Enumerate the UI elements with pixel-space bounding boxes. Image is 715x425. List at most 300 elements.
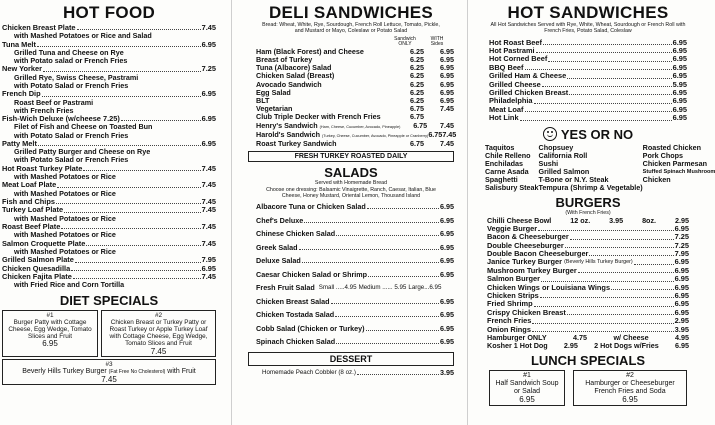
- dessert-price: 3.95: [440, 367, 454, 377]
- menu-item-price: 6.95: [672, 104, 687, 114]
- burger-item-note: (Beverly Hills Turkey Burger): [564, 259, 633, 266]
- deli-item-price-only: 6.75: [410, 112, 424, 122]
- menu-item-name: Patty Melt: [2, 138, 37, 148]
- hot-sandwiches-column: [479, 3, 715, 422]
- salads-title: SALADS: [324, 165, 378, 181]
- dot-leader: [534, 97, 672, 103]
- deli-item-price-sides: 7.45: [442, 129, 457, 139]
- menu-item-row: [256, 244, 454, 252]
- menu-item-name: Fish and Chips: [2, 196, 55, 206]
- dot-leader: [336, 230, 439, 236]
- deli-item-name: Club Triple Decker with French Fries: [256, 112, 381, 122]
- menu-item-price: 7.45: [201, 221, 216, 231]
- menu-item-name: Fish-Wich Deluxe (w/cheese 7.25): [2, 114, 120, 124]
- menu-item-name: Greek Salad: [256, 242, 298, 252]
- menu-item-name: Chicken Fajita Plate: [2, 271, 72, 281]
- deli-item-price-only: 6.25: [410, 96, 424, 105]
- chili-12oz-price: 3.95: [609, 215, 624, 225]
- deli-item-name: Vegetarian: [256, 104, 293, 114]
- deli-item-name: Breast of Turkey: [256, 54, 313, 64]
- yes-or-no-item: Chopsuey: [538, 142, 574, 152]
- burger-item-name: Veggie Burger: [487, 223, 538, 233]
- menu-item-name: Deluxe Salad: [256, 256, 301, 266]
- menu-item-price: 6.95: [672, 62, 687, 72]
- menu-item-row: [256, 203, 454, 211]
- lunch-special-1: [489, 370, 565, 406]
- dot-leader: [366, 325, 440, 331]
- burger-item-name: Chicken Strips: [487, 290, 539, 300]
- yes-or-no-item: Chile Relleno: [485, 150, 531, 160]
- dot-leader: [302, 257, 439, 263]
- menu-item-price: 6.95: [440, 310, 454, 320]
- menu-item-price: 7.45: [201, 163, 216, 173]
- menu-item-price: 6.95: [672, 54, 687, 64]
- deli-item-name: Roast Turkey Sandwich: [256, 139, 337, 149]
- deli-item-price-sides: 7.45: [440, 104, 454, 114]
- dessert-row: [248, 369, 454, 377]
- diet-special-1: [2, 310, 98, 357]
- dot-leader: [570, 233, 674, 239]
- chili-8oz-price: 2.95: [674, 215, 689, 225]
- menu-item-description: with French Fries: [14, 105, 74, 115]
- hot-food-title: HOT FOOD: [62, 3, 156, 22]
- burger-item-price: 6.95: [674, 265, 689, 275]
- menu-item-price: 6.95: [672, 71, 687, 81]
- menu-item-description: with Potato salad or French Fries: [14, 56, 128, 66]
- dot-leader: [589, 250, 673, 256]
- menu-item-price: 7.45: [201, 180, 216, 190]
- menu-item-row: [256, 257, 454, 265]
- dot-leader: [335, 311, 439, 317]
- dot-leader: [38, 140, 201, 146]
- diet-special-3-number: #3: [105, 360, 113, 368]
- lunch-special-2-text: Hamburger or Cheeseburger French Fries and Soda: [585, 380, 675, 396]
- burger-item-price: 6.95: [674, 307, 689, 317]
- deli-item-name: Egg Salad: [256, 87, 291, 97]
- kosher-two: 2 Hot Dogs w/Fries: [594, 341, 659, 351]
- deli-title: DELI SANDWICHES: [268, 3, 434, 22]
- deli-item-price-only: 6.75: [410, 139, 424, 149]
- dot-leader: [73, 273, 201, 279]
- menu-item-price: 6.95: [440, 337, 454, 347]
- menu-item-price: 7.95: [201, 255, 216, 265]
- burger-list: [487, 225, 689, 334]
- smiley-face-icon: [543, 127, 557, 141]
- dot-leader: [538, 225, 674, 231]
- menu-item-description: Grilled Patty Burger and Cheese on Rye: [14, 147, 151, 157]
- hamburger-cheese-price: 4.95: [674, 333, 689, 342]
- deli-item-price-only: 6.25: [410, 46, 424, 56]
- fresh-fruit-name: Fresh Fruit Salad: [256, 283, 315, 293]
- diet-special-2-number: #2: [154, 311, 163, 319]
- fresh-fruit-large: Large...6.95: [408, 284, 442, 292]
- menu-item-price: 7.25: [201, 64, 216, 74]
- deli-item-note: (Turkey, Cheese, Cucumber, Avocado, Pineapple or Cranberry): [322, 133, 429, 138]
- lunch-special-1-price: 6.95: [519, 395, 535, 405]
- menu-item-name: Hot Pastrami: [489, 46, 535, 55]
- deli-item-price-sides: 6.95: [440, 46, 454, 56]
- yes-or-no-item: Chicken Parmesan: [642, 158, 707, 168]
- burger-item-price: 7.25: [674, 232, 689, 242]
- deli-item-price-sides: 6.95: [440, 87, 454, 97]
- deli-item-name: Harold's Sandwich: [256, 129, 321, 139]
- dot-leader: [567, 309, 674, 315]
- menu-item-row: [256, 311, 454, 319]
- lunch-special-2-price: 6.95: [622, 395, 638, 405]
- lunch-special-2-number: #2: [626, 372, 634, 380]
- lunch-special-1-number: #1: [523, 372, 531, 380]
- dot-leader: [64, 206, 201, 212]
- dot-leader: [71, 265, 200, 271]
- fresh-fruit-row: [256, 284, 454, 292]
- menu-item-name: Chicken Quesadilla: [2, 263, 71, 273]
- menu-item-name: BBQ Beef: [489, 62, 524, 72]
- burger-item-name: Crispy Chicken Breast: [487, 307, 566, 317]
- dot-leader: [525, 106, 672, 112]
- kosher-one: Kosher 1 Hot Dog: [487, 341, 548, 351]
- dot-leader: [331, 298, 439, 304]
- menu-item-name: Albacore Tuna or Chicken Salad: [256, 202, 366, 212]
- lunch-special-2: [573, 370, 687, 406]
- burger-item-name: Fried Shrimp: [487, 299, 533, 309]
- burger-item-price: 6.95: [674, 299, 689, 309]
- yes-or-no-item: California Roll: [538, 150, 588, 160]
- diet-specials-title: DIET SPECIALS: [59, 292, 159, 308]
- deli-item-name: Avocado Sandwich: [256, 79, 322, 89]
- dot-leader: [83, 165, 200, 171]
- deli-item-price-only: 6.25: [410, 54, 424, 64]
- dot-leader: [540, 292, 674, 298]
- deli-column: [248, 3, 457, 422]
- hot-sandwiches-list: [479, 39, 697, 123]
- menu-item-name: Meat Loaf Plate: [2, 180, 57, 190]
- menu-item-price: 6.95: [672, 46, 687, 55]
- burger-item-name: Mushroom Turkey Burger: [487, 265, 577, 275]
- deli-item-price-only: 6.25: [410, 63, 424, 73]
- menu-item-price: 6.95: [440, 323, 454, 333]
- menu-item-price: 6.95: [440, 215, 454, 225]
- menu-item-name: Grilled Cheese: [489, 79, 541, 89]
- deli-item-note: (Ham, Cheese, Cucumber, Avocado, Pineapple): [319, 124, 401, 129]
- dot-leader: [299, 244, 439, 250]
- yes-or-no-item: Grilled Salmon: [538, 166, 590, 176]
- menu-item-name: French Dip: [2, 89, 41, 99]
- deli-item-price-only: 6.25: [410, 87, 424, 97]
- dot-leader: [86, 240, 200, 246]
- dot-leader: [75, 256, 201, 262]
- dot-leader: [61, 223, 200, 229]
- column-divider: [231, 0, 232, 425]
- menu-item-name: Grilled Salmon Plate: [2, 255, 74, 265]
- diet-special-3-tail: with Fruit: [167, 367, 196, 375]
- dot-leader: [336, 338, 439, 344]
- deli-list: [248, 46, 457, 149]
- yes-or-no-item: Stuffed Spinach Mushroom: [642, 168, 715, 175]
- burger-item-name: Double Bacon Cheeseburger: [487, 248, 589, 258]
- fresh-fruit-small: Small .....4.95: [318, 284, 357, 292]
- yes-or-no-item: Pork Chops: [642, 150, 683, 160]
- diet-special-2-text: Chicken Breast or Turkey Patty or Roast Turkey or Apple Turkey Loaf with Cottage Cheese, Egg Wedge, Tomato Slices and Fruit: [109, 318, 208, 348]
- menu-item-price: 6.95: [440, 296, 454, 306]
- diet-special-3: [2, 359, 216, 386]
- menu-item-name: Hot Corned Beef: [489, 54, 548, 64]
- burger-item-price: 6.95: [674, 223, 689, 233]
- dot-leader: [567, 72, 671, 78]
- menu-item-description: with Mashed Potatoes or Rice: [14, 246, 116, 256]
- salad-list: [248, 203, 454, 346]
- diet-special-3-note: (Fat Free No Cholesterol): [108, 368, 166, 375]
- burgers-subtitle: (With French Fries): [565, 210, 611, 217]
- diet-special-1-text: Burger Patty with Cottage Cheese, Egg Wedge, Tomato Slices and Fruit: [8, 318, 92, 341]
- menu-item-name: Grilled Chicken Breast: [489, 88, 569, 98]
- menu-item-price: 6.95: [672, 37, 687, 47]
- burger-item-name: Onion Rings: [487, 324, 531, 334]
- deli-item-price-sides: 6.95: [440, 63, 454, 73]
- burger-item-price: 7.25: [674, 240, 689, 250]
- yes-or-no-item: Salisbury Steak: [485, 183, 539, 193]
- kosher-one-price: 2.95: [563, 341, 578, 351]
- chili-12oz: 12 oz.: [570, 215, 591, 225]
- menu-item-description: with Mashed Potatoes or Rice: [14, 213, 116, 223]
- menu-item-name: Meat Loaf: [489, 104, 524, 114]
- menu-item-description: Roast Beef or Pastrami: [14, 97, 94, 107]
- turkey-banner: FRESH TURKEY ROASTED DAILY: [248, 151, 454, 162]
- menu-item-description: with Potato Salad or French Fries: [14, 130, 129, 140]
- dot-leader: [541, 275, 674, 281]
- dot-leader: [77, 24, 201, 30]
- menu-item-price: 6.95: [440, 242, 454, 252]
- dot-leader: [542, 81, 672, 87]
- yes-or-no-item: Sushi: [538, 158, 559, 168]
- menu-item-name: Tuna Melt: [2, 39, 36, 49]
- burger-item-name: Chicken Wings or Louisiana Wings: [487, 282, 611, 292]
- menu-item-row: [256, 338, 454, 346]
- burger-item-price: 2.95: [674, 316, 689, 326]
- menu-item-name: New Yorker: [2, 64, 42, 74]
- menu-item-price: 7.45: [201, 271, 216, 281]
- chili-name: Chilli Cheese Bowl: [487, 215, 552, 225]
- deli-item-row: [256, 140, 454, 148]
- hamburger-cheese: w/ Cheese: [613, 333, 649, 342]
- diet-special-1-number: #1: [46, 311, 54, 319]
- deli-item-price-sides: 6.95: [440, 96, 454, 105]
- menu-item-price: 7.45: [201, 23, 216, 32]
- menu-item-description: with Mashed Potatoes or Rice: [14, 172, 116, 182]
- dot-leader: [304, 217, 439, 223]
- deli-col-sides: WITH Sides: [430, 35, 444, 48]
- chili-8oz: 8oz.: [642, 215, 657, 225]
- yes-or-no-item: T-Bone or N.Y. Steak: [538, 175, 609, 185]
- dot-leader: [525, 64, 672, 70]
- menu-item-price: 6.95: [440, 202, 454, 212]
- deli-item-price-sides: 6.95: [440, 54, 454, 64]
- deli-item-name-wrap: [256, 89, 394, 97]
- diet-special-3-price: 7.45: [101, 375, 117, 385]
- dot-leader: [534, 300, 674, 306]
- menu-item-name: Grilled Ham & Cheese: [489, 71, 567, 81]
- hot-food-list: [2, 24, 216, 290]
- menu-item-row: [256, 230, 454, 238]
- deli-item-price-only: 6.25: [410, 71, 424, 81]
- menu-item-price: 6.95: [201, 114, 216, 124]
- salads-subtitle-2: Choose one dressing: Balsamic Vinaigrette, Ranch, Caesar, Italian, Blue Cheese, Honey Mustard, Oriental Lemon, Thousand Island: [266, 186, 436, 199]
- burger-item-price: 6.95: [674, 290, 689, 300]
- yes-or-no-item: Roasted Chicken: [642, 142, 701, 152]
- menu-item-name: Chinese Chicken Salad: [256, 229, 336, 239]
- menu-item-row: [256, 217, 454, 225]
- yes-or-no-title: YES OR NO: [560, 126, 634, 142]
- menu-item-name: Chef's Deluxe: [256, 215, 304, 225]
- dot-leader: [634, 258, 674, 264]
- menu-item-price: 6.95: [201, 138, 216, 148]
- menu-item-name: Roast Beef Plate: [2, 221, 61, 231]
- menu-item-description: with Mashed Potatoes or Rice and Salad: [14, 31, 152, 41]
- menu-item-name: Hot Roast Turkey Plate: [2, 163, 83, 173]
- burger-item-price: 6.95: [674, 282, 689, 292]
- dot-leader: [611, 284, 674, 290]
- menu-item-price: 7.45: [201, 196, 216, 206]
- menu-item-price: 6.95: [440, 269, 454, 279]
- menu-item-price: 6.95: [201, 39, 216, 49]
- deli-item-name: Henry's Sandwich: [256, 120, 318, 130]
- deli-col-only: Sandwich ONLY: [394, 35, 416, 48]
- deli-item-price-sides: 6.95: [440, 79, 454, 89]
- menu-item-row: [489, 114, 687, 122]
- menu-item-name: Salmon Croquette Plate: [2, 238, 86, 248]
- burger-item-name: Janice Turkey Burger: [487, 257, 563, 267]
- deli-item-price-only: 6.25: [410, 79, 424, 89]
- yes-or-no-item: Chicken: [642, 175, 671, 185]
- deli-item-row: [256, 89, 454, 97]
- dot-leader: [543, 39, 672, 45]
- kosher-row: [487, 342, 689, 350]
- deli-item-name: BLT: [256, 96, 270, 105]
- burger-item-name: Salmon Burger: [487, 274, 540, 284]
- dot-leader: [42, 90, 201, 96]
- menu-item-price: 6.95: [672, 96, 687, 106]
- yes-or-no-list: [479, 142, 715, 193]
- menu-item-price: 6.95: [201, 263, 216, 273]
- burger-item-name: Double Cheeseburger: [487, 240, 564, 250]
- menu-item-price: 6.95: [440, 256, 454, 266]
- deli-item-price-only: 6.75: [413, 120, 428, 130]
- yes-or-no-header: [479, 127, 697, 142]
- yes-or-no-item: Spaghetti: [485, 175, 518, 185]
- diet-special-3-text: Beverly Hills Turkey Burger: [22, 367, 107, 375]
- menu-item-description: Grilled Tuna and Cheese on Rye: [14, 48, 124, 58]
- menu-item-name: Turkey Loaf Plate: [2, 205, 64, 215]
- deli-item-price-only: 6.75: [428, 129, 443, 139]
- yes-or-no-item: Tempura (Shrimp & Vegetable): [538, 183, 643, 193]
- burger-item-price: 6.95: [674, 257, 689, 267]
- burger-item-price: 3.95: [674, 324, 689, 334]
- menu-item-price: 5.95: [672, 79, 687, 89]
- hot-food-column: [2, 4, 216, 422]
- hot-sandwiches-title: HOT SANDWICHES: [507, 3, 669, 22]
- menu-item-price: 6.95: [440, 229, 454, 239]
- burger-item-price: 7.95: [674, 248, 689, 258]
- deli-item-price-only: 6.75: [410, 104, 424, 114]
- menu-item-description: with Mashed Potatoes or Rice: [14, 230, 116, 240]
- menu-item-description: with Potato Salad or French Fries: [14, 81, 129, 91]
- menu-item-row: [256, 298, 454, 306]
- dot-leader: [548, 55, 671, 61]
- menu-item-name: Caesar Chicken Salad or Shrimp: [256, 269, 368, 279]
- kosher-two-price: 6.95: [674, 341, 689, 351]
- yes-or-no-item: Taquitos: [485, 142, 515, 152]
- dot-leader: [37, 41, 201, 47]
- dot-leader: [43, 65, 201, 71]
- menu-item-name: Philadelphia: [489, 96, 533, 106]
- deli-item-name: Tuna (Albacore) Salad: [256, 63, 332, 73]
- menu-item-name: Hot Roast Beef: [489, 37, 542, 47]
- deli-item-price-sides: 7.45: [440, 139, 454, 149]
- menu-item-price: 6.95: [672, 88, 687, 98]
- dot-leader: [56, 198, 201, 204]
- dot-leader: [569, 89, 671, 95]
- menu-item-name: Chicken Breast Salad: [256, 296, 330, 306]
- deli-item-price-sides: 6.95: [440, 71, 454, 81]
- dot-leader: [536, 47, 672, 53]
- diet-specials-row: [2, 310, 216, 357]
- menu-item-name: Chicken Breast Plate: [2, 23, 76, 32]
- dot-leader: [367, 203, 439, 209]
- menu-item-name: Spinach Chicken Salad: [256, 337, 336, 347]
- menu-item-name: Hot Link: [489, 113, 519, 123]
- dot-leader: [57, 181, 200, 187]
- burger-item-name: Bacon & Cheeseburger: [487, 232, 569, 242]
- menu-item-row: [256, 271, 454, 279]
- burger-item-name: French Fries: [487, 316, 532, 326]
- dot-leader: [578, 267, 674, 273]
- yes-or-no-item: [643, 184, 715, 192]
- menu-item-description: Grilled Rye, Swiss Cheese, Pastrami: [14, 72, 139, 82]
- dot-leader: [532, 326, 674, 332]
- lunch-special-1-text: Half Sandwich Soup or Salad: [495, 380, 559, 396]
- dot-leader: [368, 271, 439, 277]
- lunch-specials-row: [479, 370, 697, 406]
- deli-item-price-sides: 7.45: [439, 120, 454, 130]
- menu-item-description: with Potato Salad or French Fries: [14, 155, 129, 165]
- column-divider: [467, 0, 468, 425]
- menu-item-row: [256, 325, 454, 333]
- deli-item-name: Ham (Black Forest) and Cheese: [256, 46, 364, 56]
- burgers-block: [479, 217, 697, 351]
- deli-subtitle: Bread: Wheat, White, Rye, Sourdough, French Roll Lettuce, Tomato, Pickle, and Mustard or Mayo, Coleslaw or Potato Salad: [262, 22, 440, 35]
- menu-item-name: Cobb Salad (Chicken or Turkey): [256, 323, 365, 333]
- dot-leader: [532, 317, 673, 323]
- menu-item-description: with Fried Rice and Corn Tortilla: [14, 280, 125, 290]
- diet-special-2: [101, 310, 216, 357]
- dot-leader: [520, 114, 672, 120]
- menu-item-price: 6.95: [201, 89, 216, 99]
- menu-item-price: 6.95: [672, 113, 687, 123]
- menu-item-description: with Mashed Potatoes or Rice: [14, 188, 116, 198]
- menu-item-price: 7.45: [201, 238, 216, 248]
- dot-leader: [565, 242, 674, 248]
- menu-item-price: 7.45: [201, 205, 216, 215]
- menu-item-description: Filet of Fish and Cheese on Toasted Bun: [14, 122, 153, 132]
- hamburger-only: Hamburger ONLY: [487, 333, 547, 342]
- hot-sandwiches-subtitle: All Hot Sandwiches Served with Rye, White, Wheat, Sourdough or French Roll with French Fries, Potato Salad, Coleslaw: [490, 22, 686, 35]
- diet-special-2-price: 7.45: [150, 346, 167, 356]
- hamburger-only-price: 4.75: [573, 333, 588, 342]
- yes-or-no-item: Enchiladas: [485, 158, 523, 168]
- menu-item-name: Chicken Tostada Salad: [256, 310, 335, 320]
- dessert-item: Homemade Peach Cobbler (8 oz.): [262, 368, 356, 376]
- salads-subtitle-1: Served with Homemade Bread: [314, 180, 388, 187]
- yes-or-no-item: Carne Asada: [485, 166, 529, 176]
